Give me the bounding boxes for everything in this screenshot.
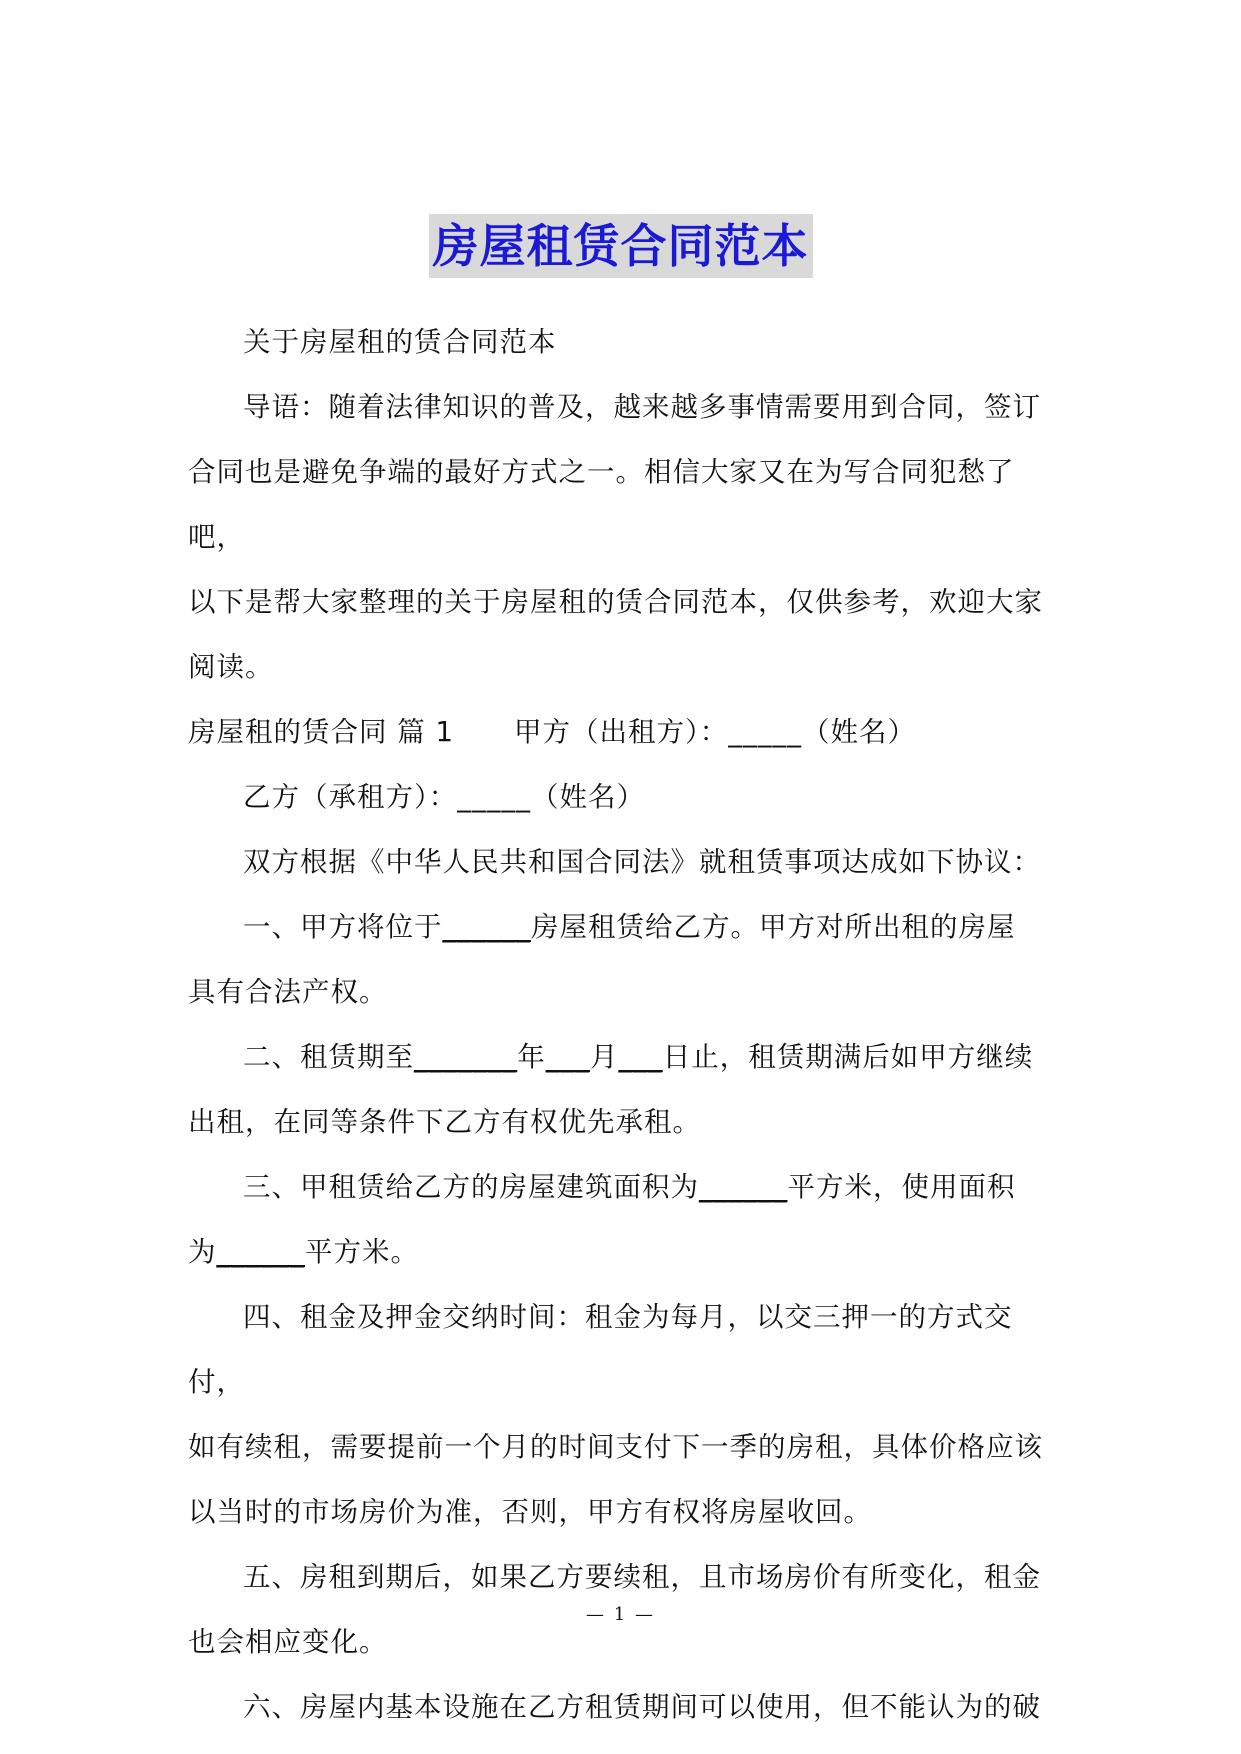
document-title: 房屋租赁合同范本 (429, 214, 813, 278)
party-b-label: 乙方（承租方）： (243, 781, 458, 813)
clause-3-line (188, 1155, 1066, 1220)
section-heading-line (188, 700, 1066, 765)
subtitle: 关于房屋租的赁合同范本 (243, 326, 557, 358)
intro-line-2: 合同也是避免争端的最好方式之一。相信大家又在为写合同犯愁了吧， (188, 456, 1015, 553)
intro-line-3: 以下是帮大家整理的关于房屋租的赁合同范本，仅供参考，欢迎大家 (188, 586, 1043, 618)
clause-3-pre: 三、甲租赁给乙方的房屋建筑面积为 (243, 1171, 699, 1203)
clause-3-cont-pre: 为 (188, 1236, 217, 1268)
party-b-suffix: （姓名） (531, 781, 645, 813)
party-b-line (188, 765, 1066, 830)
clause-1-blank: ______ (442, 911, 531, 943)
clause-1-post: 房屋租赁给乙方。甲方对所出租的房屋 (531, 911, 1016, 943)
clause-4-line-1: 四、租金及押金交纳时间：租金为每月，以交三押一的方式交付， (188, 1301, 1013, 1398)
party-a-label: 甲方（出租方）： (513, 716, 729, 748)
party-b-blank: _____ (457, 781, 531, 813)
title-container (0, 214, 1241, 278)
clause-6-line-1: 六、房屋内基本设施在乙方租赁期间可以使用，但不能认为的破 (243, 1691, 1041, 1723)
intro-line-4: 阅读。 (188, 651, 274, 683)
clause-4-line-3: 以当时的市场房价为准，否则，甲方有权将房屋收回。 (188, 1496, 872, 1528)
page-number: — 1 — (586, 1604, 655, 1625)
document-body (188, 310, 1066, 1740)
clause-3-mid: 平方米，使用面积 (787, 1171, 1016, 1203)
clause-5-line-1: 五、房租到期后，如果乙方要续租，且市场房价有所变化，租金 (243, 1561, 1041, 1593)
clause-2-month: 月 (590, 1041, 619, 1073)
clause-2-blank-year: _______ (414, 1041, 518, 1073)
party-a-blank: _____ (728, 716, 802, 748)
clause-3-cont-post: 平方米。 (305, 1236, 419, 1268)
section-heading: 房屋租的赁合同 篇 1 (188, 716, 454, 748)
clause-1-pre: 一、甲方将位于 (243, 911, 443, 943)
clause-3-blank-2: ______ (216, 1236, 305, 1268)
agreement-line: 双方根据《中华人民共和国合同法》就租赁事项达成如下协议： (243, 846, 1041, 878)
party-a-suffix: （姓名） (801, 716, 916, 748)
clause-5-line-2: 也会相应变化。 (188, 1626, 388, 1658)
clause-2-post: 日止，租赁期满后如甲方继续 (662, 1041, 1034, 1073)
clause-2-blank-day: ___ (618, 1041, 663, 1073)
clause-3-continuation (188, 1220, 1066, 1285)
clause-1-line (188, 895, 1066, 960)
clause-2-pre: 二、租赁期至 (243, 1041, 414, 1073)
clause-2-year: 年 (517, 1041, 546, 1073)
clause-3-blank-1: ______ (699, 1171, 788, 1203)
clause-4-line-2: 如有续租，需要提前一个月的时间支付下一季的房租，具体价格应该 (188, 1431, 1043, 1463)
clause-1-continuation: 具有合法产权。 (188, 976, 388, 1008)
clause-2-blank-month: ___ (545, 1041, 590, 1073)
clause-2-continuation: 出租，在同等条件下乙方有权优先承租。 (188, 1106, 701, 1138)
intro-line-1: 导语：随着法律知识的普及，越来越多事情需要用到合同，签订 (243, 391, 1041, 423)
clause-2-line (188, 1025, 1066, 1090)
